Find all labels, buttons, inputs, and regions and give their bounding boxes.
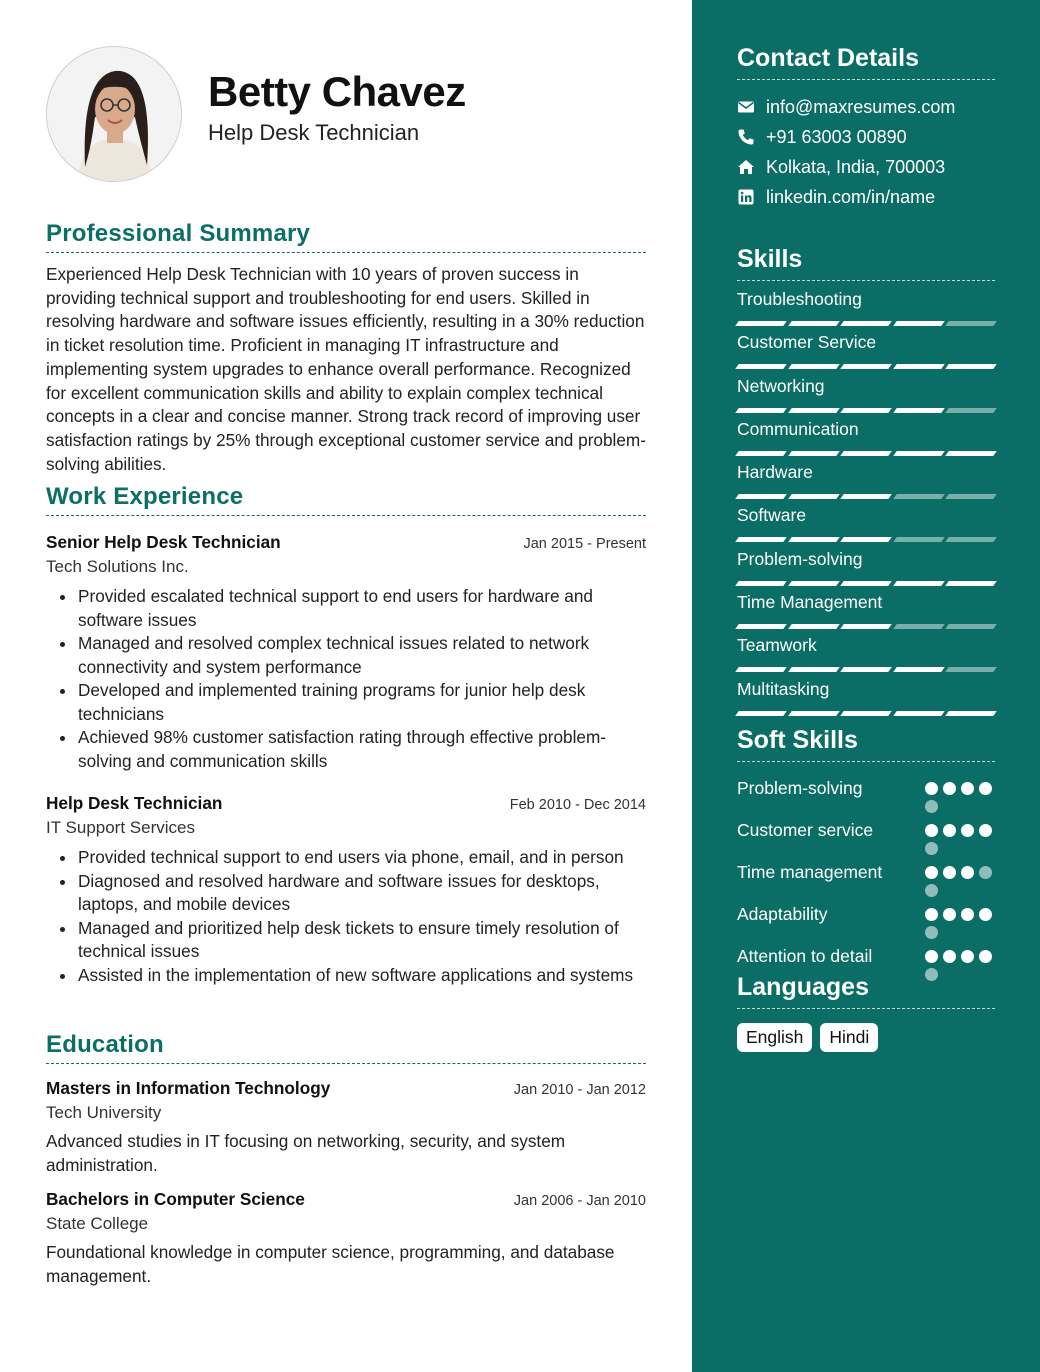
contact-phone[interactable] [737,122,995,152]
rating-dot-empty [979,866,992,879]
list-item: Managed and resolved complex technical issues related to network connectivity and system performance [78,632,646,679]
skill-level-segment-filled [840,494,891,499]
skill-level-segment-filled [735,321,786,326]
skill-name: Time Management [737,592,883,613]
skill-level-segment-empty [946,321,997,326]
job-dates: Jan 2015 - Present [523,536,646,552]
skill-name: Communication [737,418,859,439]
skill-level-segment-filled [893,408,944,413]
job-company: IT Support Services [46,818,195,837]
soft-skill-rating [925,782,995,813]
rating-dot-filled [961,908,974,921]
skill-level-bar [737,667,995,672]
skills-list [737,281,995,714]
skill-item [737,454,995,497]
skill-level-segment-filled [840,451,891,456]
rating-dot-filled [961,824,974,837]
skill-level-segment-filled [893,451,944,456]
candidate-name: Betty Chavez [208,68,466,115]
job-entry [46,532,646,773]
skill-level-segment-filled [788,408,839,413]
phone-text: +91 63003 00890 [766,126,907,147]
education-description: Foundational knowledge in computer science, programming, and database management. [46,1242,615,1286]
skill-level-segment-filled [893,667,944,672]
skill-level-segment-filled [735,494,786,499]
skill-item [737,627,995,670]
soft-skill-rating [925,908,995,939]
skill-name: Software [737,505,807,526]
rating-dot-filled [979,824,992,837]
skill-level-segment-filled [735,624,786,629]
skill-level-segment-filled [788,451,839,456]
skill-level-segment-filled [946,581,997,586]
skill-name: Problem-solving [737,548,863,569]
skill-level-segment-empty [946,537,997,542]
degree-title: Bachelors in Computer Science [46,1189,305,1209]
degree-title: Masters in Information Technology [46,1078,331,1098]
list-item: Managed and prioritized help desk tickets to ensure timely resolution of technical issues [78,917,646,964]
envelope-icon [737,98,755,116]
section-heading: Work Experience [46,483,646,516]
email-text: info@maxresumes.com [766,96,956,117]
skill-level-segment-filled [840,537,891,542]
skill-item [737,541,995,584]
skills-section [737,245,995,714]
list-item: Assisted in the implementation of new software applications and systems [78,964,646,988]
rating-dot-filled [925,824,938,837]
section-heading: Soft Skills [737,726,995,762]
job-bullets [46,846,646,987]
soft-skill-name: Problem-solving [737,778,863,798]
skill-level-segment-filled [735,451,786,456]
contact-address [737,152,995,182]
skill-name: Customer Service [737,332,877,353]
rating-dot-filled [943,908,956,921]
skill-item [737,281,995,324]
education-dates: Jan 2010 - Jan 2012 [513,1082,646,1098]
education-section [46,1031,646,1288]
skill-level-segment-filled [840,364,891,369]
rating-dot-filled [925,950,938,963]
rating-dot-filled [943,866,956,879]
skill-level-bar [737,364,995,369]
linkedin-icon [737,188,755,206]
skill-level-segment-filled [788,537,839,542]
soft-skill-item [737,818,995,855]
skill-level-segment-filled [735,364,786,369]
skill-level-bar [737,451,995,456]
skill-level-segment-filled [735,408,786,413]
list-item: Achieved 98% customer satisfaction rating through effective problem-solving and communication skills [78,726,646,773]
skill-level-segment-filled [788,494,839,499]
sidebar [692,0,1040,1372]
skill-item [737,671,995,714]
linkedin-text: linkedin.com/in/name [766,186,936,207]
skill-level-bar [737,494,995,499]
profile-photo [47,47,182,182]
contact-section [737,44,995,212]
education-entry [46,1078,646,1177]
job-dates: Feb 2010 - Dec 2014 [509,797,646,813]
skill-level-segment-filled [840,408,891,413]
work-experience-section [46,483,646,987]
rating-dot-filled [943,782,956,795]
rating-dot-filled [961,782,974,795]
skill-level-segment-filled [735,711,786,716]
skill-level-segment-filled [788,321,839,326]
skill-level-segment-filled [840,624,891,629]
job-bullets [46,585,646,773]
soft-skill-item [737,776,995,813]
soft-skill-rating [925,866,995,897]
education-entry [46,1189,646,1288]
skill-level-segment-empty [946,408,997,413]
skill-level-bar [737,581,995,586]
skill-level-segment-filled [788,711,839,716]
languages-section [737,973,995,1052]
skill-level-segment-empty [946,624,997,629]
skill-level-bar [737,624,995,629]
rating-dot-filled [925,782,938,795]
language-chip: English [737,1023,812,1052]
skill-level-bar [737,408,995,413]
rating-dot-empty [925,800,938,813]
skill-level-segment-filled [840,667,891,672]
rating-dot-filled [943,950,956,963]
skill-level-segment-empty [893,624,944,629]
phone-icon [737,128,755,146]
school-name: State College [46,1214,149,1233]
skill-level-segment-filled [893,711,944,716]
skill-level-segment-filled [946,451,997,456]
skill-level-segment-filled [788,624,839,629]
rating-dot-filled [943,824,956,837]
skill-level-bar [737,321,995,326]
skill-name: Hardware [737,462,813,483]
section-heading: Education [46,1031,646,1064]
list-item: Developed and implemented training programs for junior help desk technicians [78,679,646,726]
candidate-title: Help Desk Technician [208,120,420,145]
skill-level-segment-empty [893,494,944,499]
job-entry [46,793,646,987]
skill-level-segment-filled [788,667,839,672]
rating-dot-filled [925,908,938,921]
job-title: Help Desk Technician [46,793,223,813]
list-item: Provided technical support to end users via phone, email, and in person [78,846,646,870]
skill-item [737,411,995,454]
rating-dot-filled [979,908,992,921]
rating-dot-filled [925,866,938,879]
skill-item [737,497,995,540]
skill-item [737,584,995,627]
skill-level-segment-empty [893,537,944,542]
languages-list [737,1023,995,1052]
list-item: Provided escalated technical support to end users for hardware and software issues [78,585,646,632]
resume-header [46,46,646,182]
rating-dot-filled [979,782,992,795]
skill-name: Troubleshooting [737,289,862,309]
skill-level-segment-empty [946,667,997,672]
skill-level-bar [737,537,995,542]
skill-level-segment-filled [840,581,891,586]
skill-level-bar [737,711,995,716]
skill-level-segment-filled [946,711,997,716]
rating-dot-filled [979,950,992,963]
list-item: Diagnosed and resolved hardware and software issues for desktops, laptops, and mobile devices [78,870,646,917]
soft-skill-name: Adaptability [737,904,828,924]
skill-name: Teamwork [737,635,817,656]
address-text: Kolkata, India, 700003 [766,156,946,177]
skill-name: Multitasking [737,678,830,699]
skill-level-segment-filled [893,581,944,586]
skill-item [737,368,995,411]
soft-skill-name: Attention to detail [737,946,873,966]
soft-skill-name: Time management [737,862,883,882]
skill-name: Networking [737,375,825,396]
language-chip: Hindi [820,1023,878,1052]
skill-level-segment-empty [946,494,997,499]
skill-level-segment-filled [735,667,786,672]
skill-level-segment-filled [840,711,891,716]
rating-dot-empty [925,926,938,939]
soft-skill-rating [925,824,995,855]
job-company: Tech Solutions Inc. [46,557,189,576]
skill-item [737,324,995,367]
skill-level-segment-filled [735,581,786,586]
section-heading: Skills [737,245,995,281]
job-title: Senior Help Desk Technician [46,532,281,552]
summary-text: Experienced Help Desk Technician with 10 years of proven success in providing technical support and troubleshooting for end users. Skilled in resolving hardware and software issues efficiently, resulting in a 30% reduction in ticket resolution time. Proficient in managing IT infrastructure and implementing system upgrades to enhance overall performance. Recognized for excellent communication skills and ability to explain complex technical concepts in a clear and concise manner. Strong track record of improving user satisfaction ratings by 25% through exceptional customer service and problem-solving abilities. [46,264,646,474]
summary-section [46,220,646,476]
soft-skills-section [737,726,995,986]
rating-dot-empty [925,884,938,897]
rating-dot-empty [925,842,938,855]
education-description: Advanced studies in IT focusing on networking, security, and system administration. [46,1131,566,1175]
rating-dot-filled [961,950,974,963]
avatar [46,46,182,182]
contact-linkedin[interactable] [737,182,995,212]
skill-level-segment-filled [788,581,839,586]
skill-level-segment-filled [893,321,944,326]
soft-skill-item [737,902,995,939]
skill-level-segment-filled [735,537,786,542]
soft-skill-name: Customer service [737,820,874,840]
section-heading: Contact Details [737,44,995,80]
education-dates: Jan 2006 - Jan 2010 [513,1193,646,1209]
school-name: Tech University [46,1103,162,1122]
contact-email[interactable] [737,92,995,122]
skill-level-segment-filled [788,364,839,369]
rating-dot-filled [961,866,974,879]
skill-level-segment-filled [893,364,944,369]
soft-skill-item [737,860,995,897]
skill-level-segment-filled [946,364,997,369]
home-icon [737,158,755,176]
skill-level-segment-filled [840,321,891,326]
soft-skills-list [737,776,995,981]
section-heading: Professional Summary [46,220,646,253]
section-heading: Languages [737,973,995,1009]
